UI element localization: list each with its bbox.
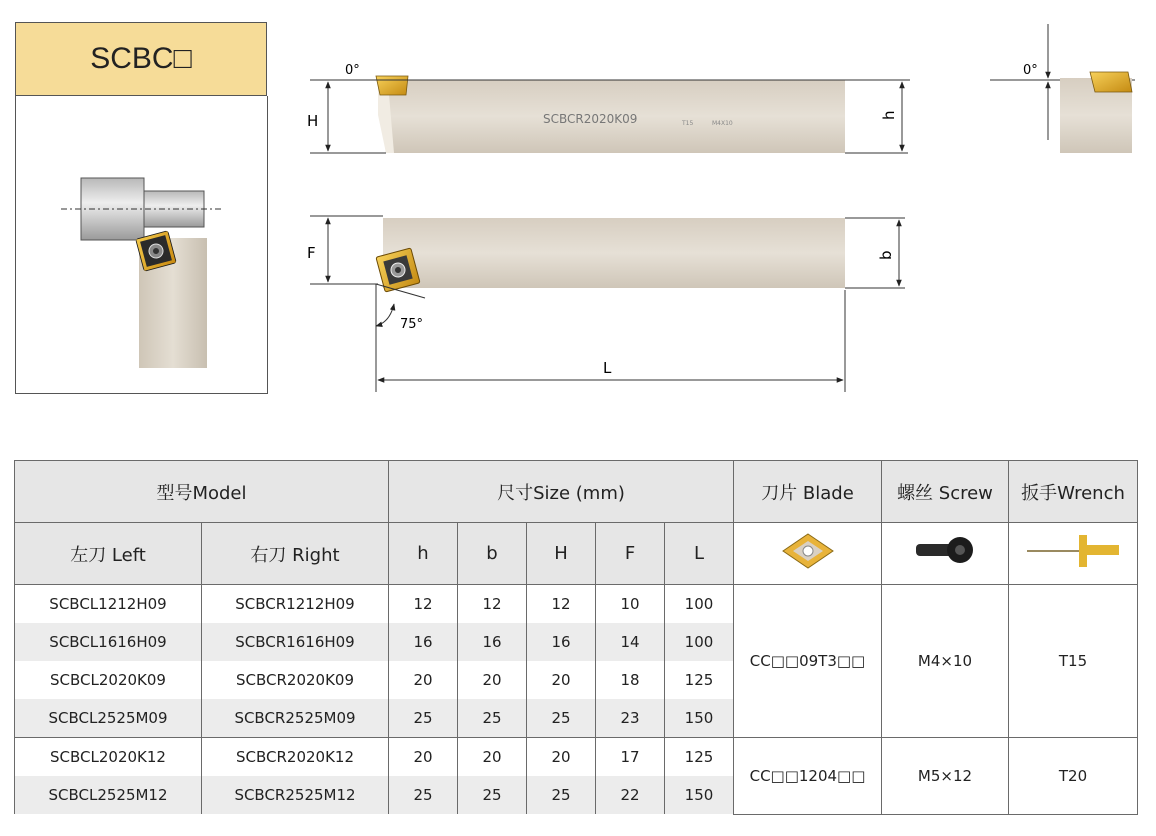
- shank-marking-small-1: T15: [682, 120, 694, 127]
- screw-cell: M4×10: [882, 585, 1009, 738]
- F-cell: 18: [596, 661, 665, 699]
- header-wrench: 扳手Wrench: [1009, 461, 1138, 523]
- left-model-cell: SCBCL1616H09: [15, 623, 202, 661]
- left-model-cell: SCBCL1212H09: [15, 585, 202, 624]
- left-model-cell: SCBCL2020K09: [15, 661, 202, 699]
- dim-b-label: b: [877, 250, 895, 260]
- right-model-cell: SCBCR2020K09: [202, 661, 389, 699]
- approach-angle-label: 75°: [400, 317, 424, 332]
- header-model: 型号Model: [15, 461, 389, 523]
- approach-angle-arc: [376, 304, 394, 326]
- header-h: h: [389, 523, 458, 585]
- h-cell: 12: [389, 585, 458, 624]
- insert-side-view: [376, 76, 408, 95]
- H-cell: 12: [527, 585, 596, 624]
- h-cell: 20: [389, 661, 458, 699]
- h-cell: 25: [389, 776, 458, 814]
- tool-thumbnail-panel: [15, 96, 268, 394]
- left-model-cell: SCBCL2525M09: [15, 699, 202, 738]
- F-cell: 23: [596, 699, 665, 738]
- header-right: 右刀 Right: [202, 523, 389, 585]
- dim-h-end-label: h: [290, 20, 291, 21]
- product-title-text: SCBC□: [90, 42, 192, 75]
- top-view-tool: [376, 218, 845, 292]
- header-left: 左刀 Left: [15, 523, 202, 585]
- left-model-cell: SCBCL2525M12: [15, 776, 202, 814]
- screw-cell: M5×12: [882, 738, 1009, 815]
- L-cell: 150: [665, 776, 734, 814]
- H-cell: 16: [527, 623, 596, 661]
- insert-end-view: [1090, 72, 1132, 92]
- table-row: [15, 585, 1138, 624]
- dim-F-label: F: [307, 244, 316, 262]
- shank-marking: SCBCR2020K09: [543, 112, 638, 126]
- h-cell: 16: [389, 623, 458, 661]
- table-row: [15, 738, 1138, 777]
- F-cell: 14: [596, 623, 665, 661]
- L-cell: 150: [665, 699, 734, 738]
- right-model-cell: SCBCR1212H09: [202, 585, 389, 624]
- spec-table: [14, 460, 1138, 815]
- F-cell: 17: [596, 738, 665, 777]
- right-model-cell: SCBCR2525M12: [202, 776, 389, 814]
- angle-zero-right: 0°: [1023, 63, 1038, 78]
- header-F: F: [596, 523, 665, 585]
- header-blade: 刀片 Blade: [734, 461, 882, 523]
- table-header-row-2: [15, 523, 1138, 585]
- dim-h-label: h: [880, 110, 898, 120]
- side-view-tool: [376, 76, 845, 153]
- insert-icon: [734, 523, 882, 585]
- b-cell: 16: [458, 623, 527, 661]
- technical-drawing: [290, 20, 1150, 400]
- screw-icon: [882, 523, 1009, 585]
- H-cell: 25: [527, 699, 596, 738]
- F-cell: 10: [596, 585, 665, 624]
- F-cell: 22: [596, 776, 665, 814]
- header-b: b: [458, 523, 527, 585]
- b-cell: 25: [458, 699, 527, 738]
- header-size: 尺寸Size (mm): [389, 461, 734, 523]
- end-view-tool: [1060, 72, 1132, 153]
- dim-H-label: H: [307, 112, 319, 130]
- H-cell: 20: [527, 661, 596, 699]
- b-cell: 12: [458, 585, 527, 624]
- shank-marking-small-2: M4X10: [712, 120, 733, 127]
- right-model-cell: SCBCR1616H09: [202, 623, 389, 661]
- left-model-cell: SCBCL2020K12: [15, 738, 202, 777]
- L-cell: 100: [665, 623, 734, 661]
- b-cell: 20: [458, 738, 527, 777]
- angle-zero-left: 0°: [345, 63, 360, 78]
- h-cell: 20: [389, 738, 458, 777]
- header-screw: 螺丝 Screw: [882, 461, 1009, 523]
- right-model-cell: SCBCR2020K12: [202, 738, 389, 777]
- h-cell: 25: [389, 699, 458, 738]
- wrench-cell: T15: [1009, 585, 1138, 738]
- right-model-cell: SCBCR2525M09: [202, 699, 389, 738]
- blade-cell: CC□□1204□□: [734, 738, 882, 815]
- header-L: L: [665, 523, 734, 585]
- b-cell: 25: [458, 776, 527, 814]
- L-cell: 125: [665, 738, 734, 777]
- tool-thumbnail-illustration: [16, 96, 269, 394]
- header-H: H: [527, 523, 596, 585]
- product-title: [15, 22, 267, 96]
- dim-L-label: L: [603, 359, 612, 377]
- L-cell: 125: [665, 661, 734, 699]
- wrench-icon: [1009, 523, 1138, 585]
- L-cell: 100: [665, 585, 734, 624]
- blade-cell: CC□□09T3□□: [734, 585, 882, 738]
- table-header-row-1: [15, 461, 1138, 523]
- wrench-cell: T20: [1009, 738, 1138, 815]
- b-cell: 20: [458, 661, 527, 699]
- H-cell: 25: [527, 776, 596, 814]
- H-cell: 20: [527, 738, 596, 777]
